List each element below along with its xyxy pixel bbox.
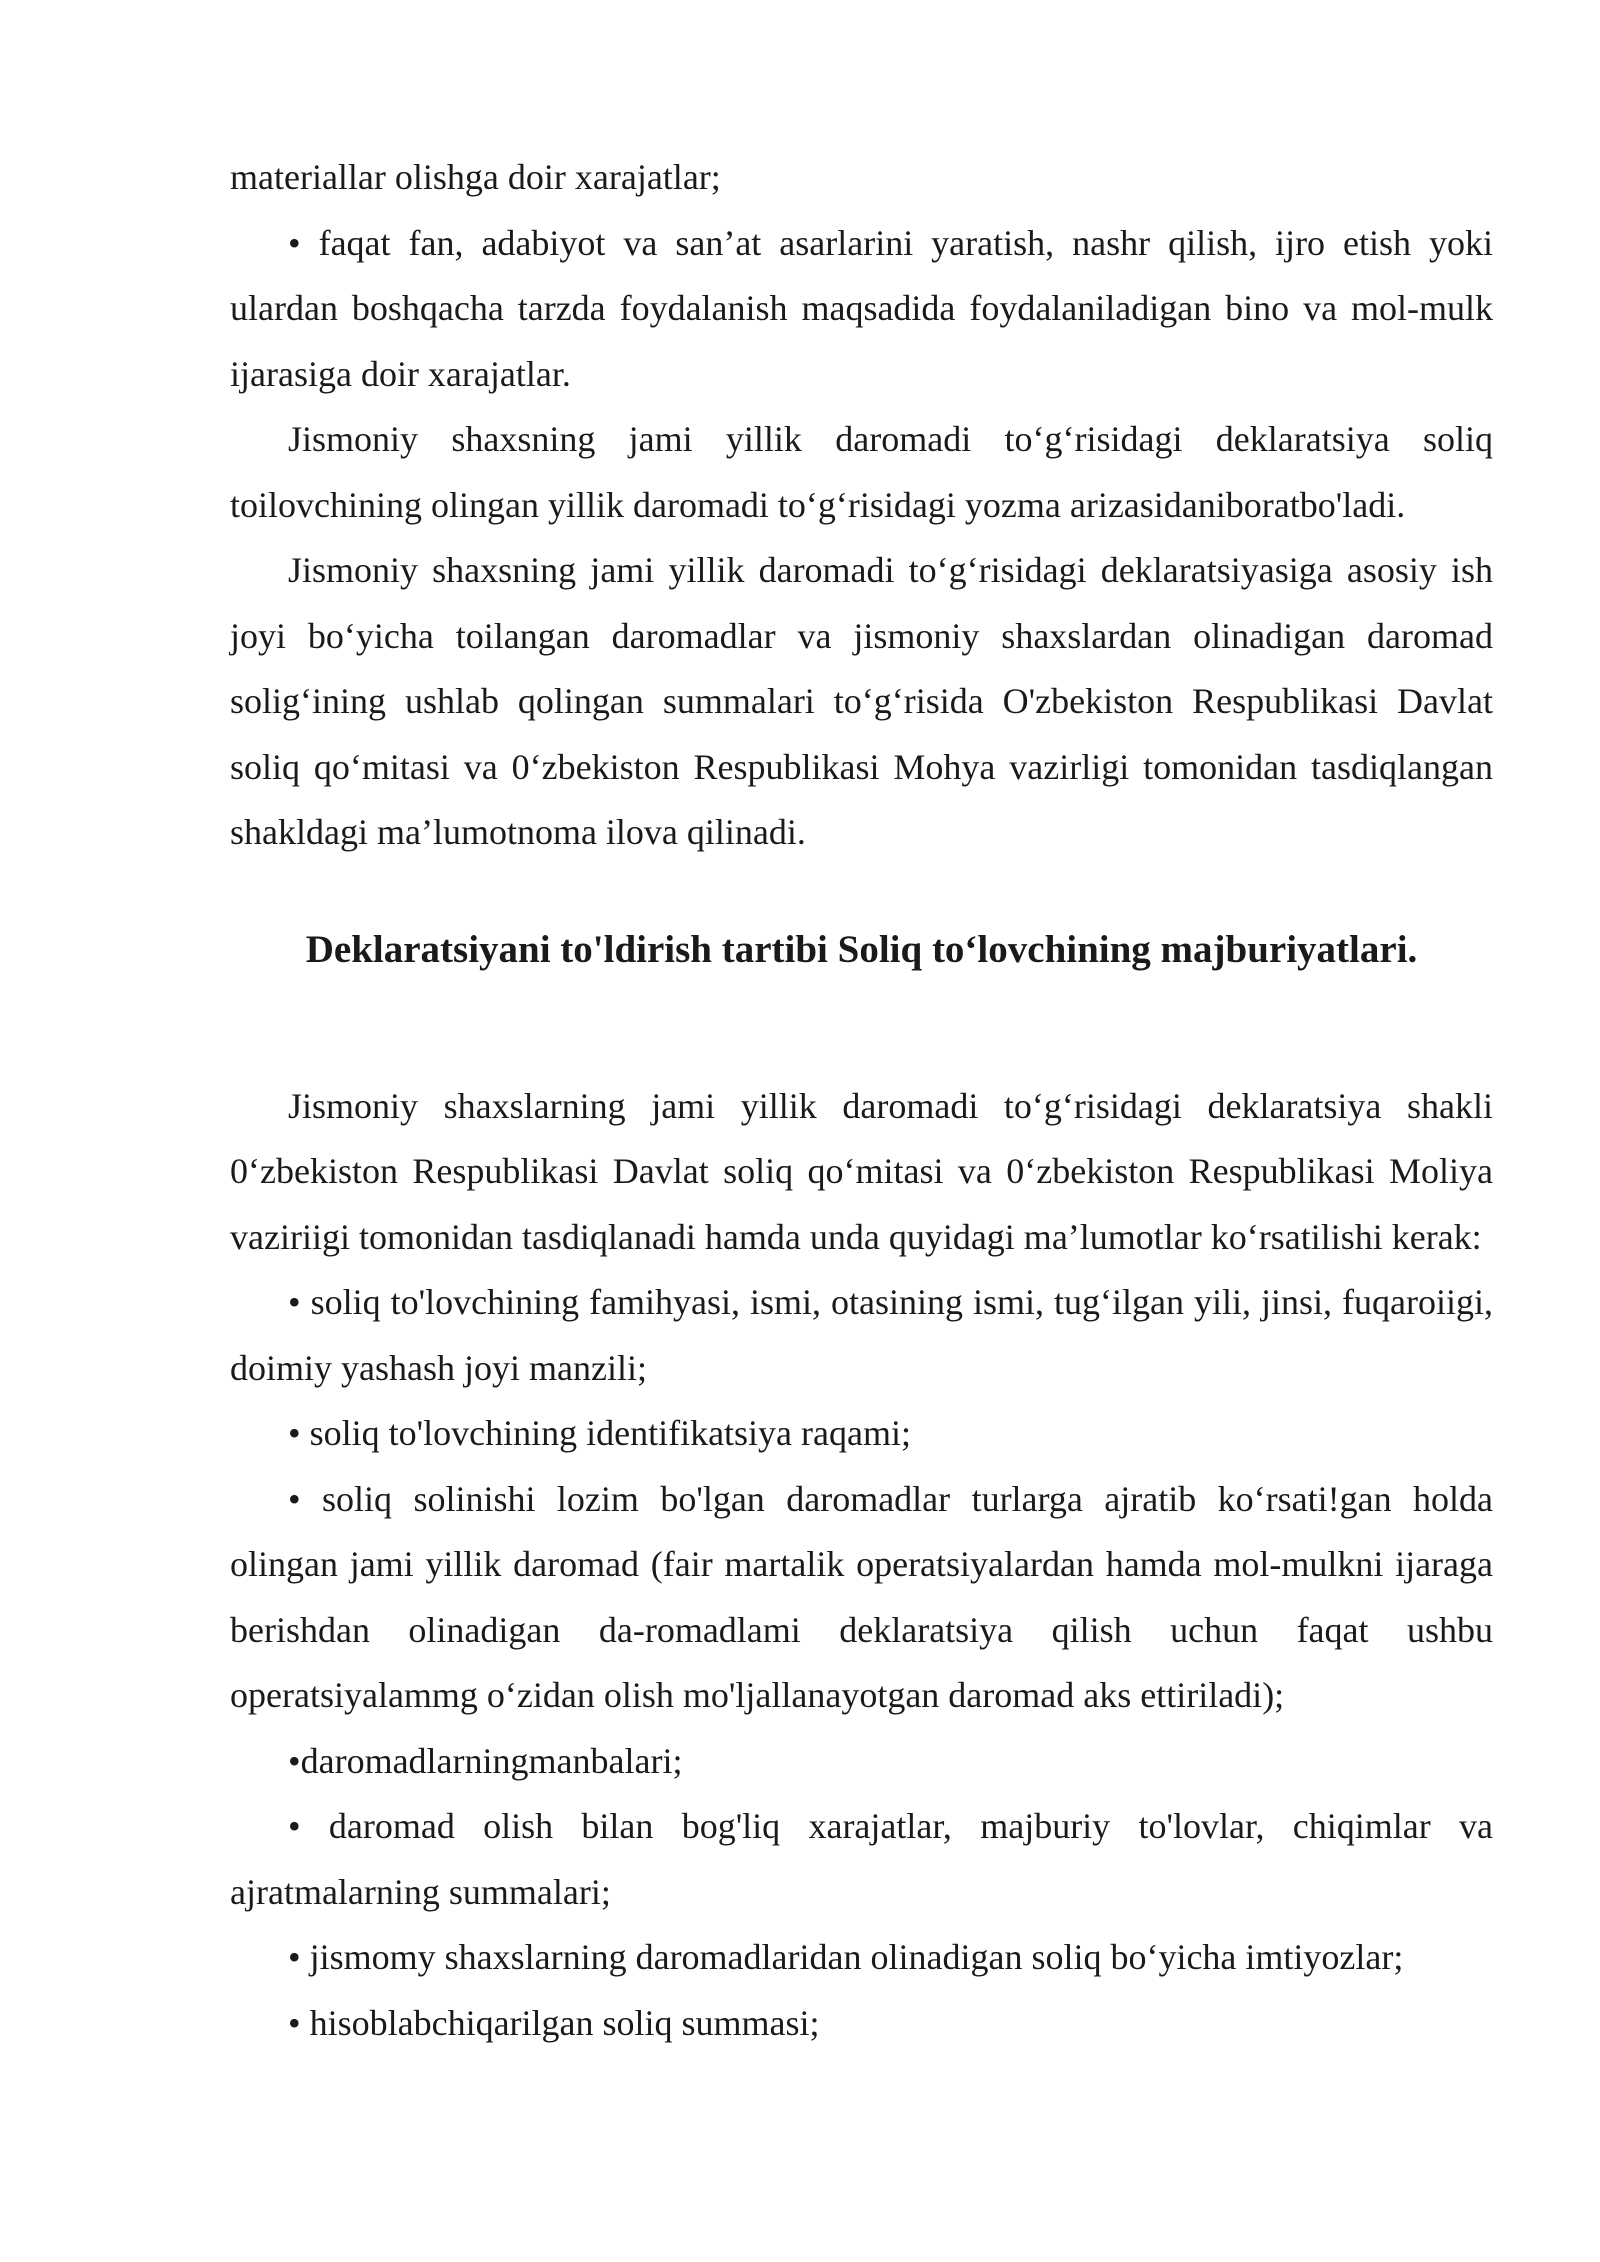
paragraph-continuation: materiallar olishga doir xarajatlar;	[230, 157, 721, 197]
bullet-item-personal-data: • soliq to'lovchining famihyasi, ismi, otasining ismi, tug‘ilgan yili, jinsi, fuqaroiigi, doimiy yashash joyi manzili;	[230, 1282, 1493, 1388]
bullet-item-calculated-tax: • hisoblabchiqarilgan soliq summasi;	[288, 2002, 820, 2043]
bullet-item-income-sources: •daromadlarningmanbalari;	[288, 1740, 683, 1781]
bullet-item-annual-income: • soliq solinishi lozim bo'lgan daromadlar turlarga ajratib ko‘rsati!gan holda olingan jami yillik daromad (fair martalik operatsiyalardan hamda mol-mulkni ijaraga berishdan olinadigan da-romadlami deklaratsiya qilish uchun faqat ushbu operatsiyalammg o‘zidan olish mo'ljallanayotgan daromad aks ettiriladi);	[230, 1478, 1493, 1715]
paragraph-declaration-attachment: Jismoniy shaxsning jami yillik daromadi to‘g‘risidagi deklaratsiyasiga asosiy ish joyi bo‘yicha toilangan daromadlar va jismoniy shaxslardan olinadigan daromad solig‘ining ushlab qolingan summalari to‘g‘risida O'zbekiston Respublikasi Davlat soliq qo‘mitasi va 0‘zbekiston Respublikasi Mohya vazirligi tomonidan tasdiqlangan shakldagi ma’lumotnoma ilova qilinadi.	[230, 550, 1493, 852]
paragraph-declaration-definition: Jismoniy shaxsning jami yillik daromadi to‘g‘risidagi deklaratsiya soliq toilovchining olingan yillik daromadi to‘g‘risidagi yozma arizasidaniboratbo'ladi.	[230, 419, 1493, 525]
bullet-item-tax-benefits: • jismomy shaxslarning daromadlaridan olinadigan soliq bo‘yicha imtiyozlar;	[288, 1937, 1404, 1977]
document-page	[230, 145, 1493, 2056]
paragraph-declaration-form: Jismoniy shaxslarning jami yillik daromadi to‘g‘risidagi deklaratsiya shakli 0‘zbekiston Respublikasi Davlat soliq qo‘mitasi va 0‘zbekiston Respublikasi Moliya vaziriigi tomonidan tasdiqlanadi hamda unda quyidagi ma’lumotlar ko‘rsatilishi kerak:	[230, 1085, 1493, 1257]
bullet-item-identification-number: • soliq to'lovchining identifikatsiya raqami;	[288, 1413, 911, 1453]
bullet-item-rental-expenses: • faqat fan, adabiyot va san’at asarlarini yaratish, nashr qilish, ijro etish yoki ulardan boshqacha tarzda foydalanish maqsadida foydalaniladigan bino va mol-mulk ijarasiga doir xarajatlar.	[230, 222, 1493, 394]
bullet-item-expenses: • daromad olish bilan bog'liq xarajatlar, majburiy to'lovlar, chiqimlar va ajratmalarning summalari;	[230, 1806, 1493, 1912]
section-heading: Deklaratsiyani to'ldirish tartibi Soliq to‘lovchining majburiyatlari.	[305, 927, 1418, 971]
